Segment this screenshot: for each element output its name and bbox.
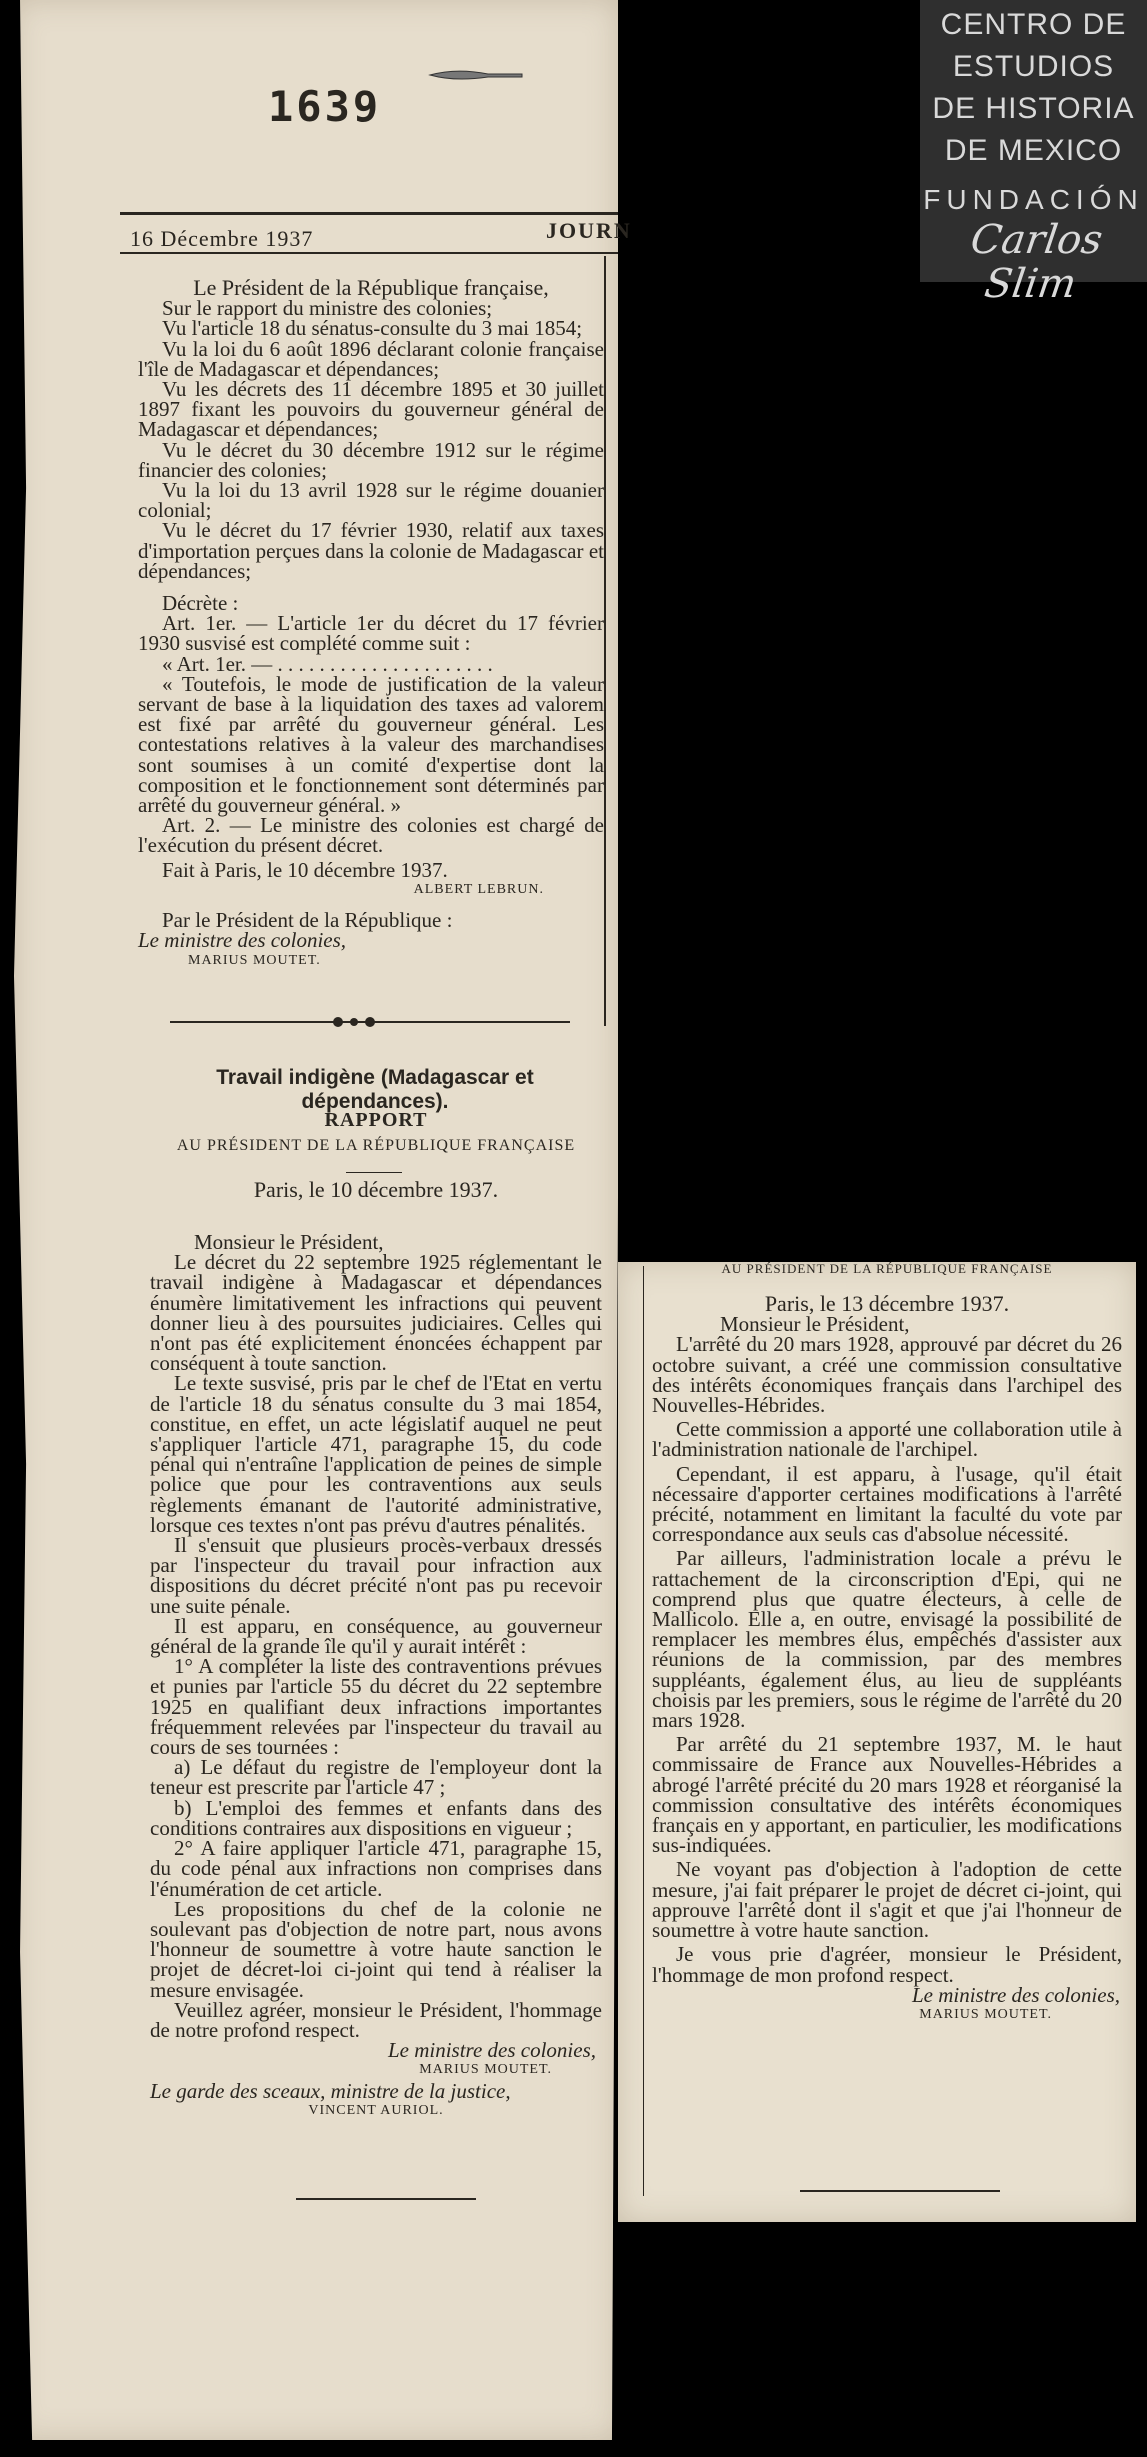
decree-consideration: Vu la loi du 13 avril 1928 sur le régime douanier colonial; <box>138 478 604 523</box>
report2-minister-title: Le ministre des colonies, <box>911 1982 1120 2007</box>
decree-consideration: Vu l'article 18 du sénatus-consulte du 3 mai 1854; <box>162 316 583 341</box>
report1-paragraph: Le décret du 22 septembre 1925 réglementant le travail indigène à Madagascar et dépendances énumère limitativement les infractions qui peuvent donner lieu à des poursuites judiciaires. Celles qui n'ont pas été explicitement énoncées échappent par conséquent à toute sanction. <box>150 1250 602 1376</box>
decree-consideration: Sur le rapport du ministre des colonies; <box>162 296 493 321</box>
report1-paragraph: a) Le défaut du registre de l'employeur dont la teneur est prescrite par l'article 47 ; <box>150 1755 602 1800</box>
stamp-line-3: DE HISTORIA <box>932 92 1135 125</box>
decree-body <box>138 275 604 971</box>
archive-stamp <box>920 0 1147 307</box>
report1-salutation: Monsieur le Président, <box>194 1230 384 1254</box>
decree-art1: Art. 1er. — L'article 1er du décret du 17 février 1930 susvisé est complété comme suit : <box>138 611 604 656</box>
report2-body <box>652 1262 1122 2025</box>
report1-end-rule <box>296 2198 476 2200</box>
report2-paragraph: Par ailleurs, l'administration locale a prévu le rattachement de la circonscription d'Epi, qui ne comprend plus que quatre électeurs, à celle de Mallicolo. Elle a, en outre, envisagé la possibilité de remplacer les membres élus, empêchés d'assister aux réunions de la commission, par des membres suppléants, également élus, au lieu de suppléants choisis par les premiers, sous le régime de l'arrêté du 20 mars 1928. <box>652 1546 1122 1733</box>
header-date: 16 Décembre 1937 <box>130 226 314 251</box>
decree-consideration: Vu la loi du 6 août 1896 déclarant colonie française l'île de Madagascar et dépendances; <box>138 336 604 381</box>
decree-consideration: Vu le décret du 30 décembre 1912 sur le régime financier des colonies; <box>138 437 604 482</box>
report2-paragraph: Par arrêté du 21 septembre 1937, M. le haut commissaire de France aux Nouvelles-Hébrides a abrogé l'arrêté précité du 20 mars 1928 et réorganisé la commission consultative des intérêts économiques français en y apportant, en particulier, les modifications sus-indiquées. <box>652 1732 1122 1858</box>
report1-paragraph: 2° A faire appliquer l'article 471, paragraphe 15, du code pénal aux infractions non comprises dans l'énumération de cet article. <box>150 1836 602 1901</box>
report1-paragraph: Il est apparu, en conséquence, au gouverneur général de la grande île qu'il y aurait intérêt : <box>150 1613 602 1659</box>
decree-decrete: Décrète : <box>162 591 239 616</box>
report1-body <box>150 1110 602 1201</box>
report2-paragraph: Ne voyant pas d'objection à l'adoption de cette mesure, j'ai fait préparer le projet de décret ci-joint, qui approuve l'arrêté dont il s'agit et que j'ai l'honneur de soumettre à votre haute sanction. <box>652 1857 1122 1943</box>
report2-paragraph: Cette commission a apporté une collaboration utile à l'administration nationale de l'archipel. <box>652 1417 1122 1462</box>
report1-heading: RAPPORT <box>324 1109 428 1131</box>
stamp-line-2: ESTUDIOS <box>952 50 1115 83</box>
ornament-divider <box>170 1016 570 1028</box>
decree-art1-sub: « Art. 1er. — . . . . . . . . . . . . . . . . . . . . . <box>162 651 493 676</box>
report1-paragraph: Veuillez agréer, monsieur le Président, l'hommage de notre profond respect. <box>150 1997 602 2042</box>
report1-paragraph: b) L'emploi des femmes et enfants dans des conditions contraires aux dispositions en vigueur ; <box>150 1795 602 1840</box>
report1-paragraph: Le texte susvisé, pris par le chef de l'Etat en vertu de l'article 18 du sénatus consulte du 3 mai 1854, constitue, en effet, un acte législatif auquel ne peut s'appliquer l'article 471, paragraphe 15, du code pénal qui n'entraîne l'application de peines de simple police que pour les contraventions aux seuls règlements émanant de l'autorité administrative, lorsque ces textes n'ont pas prévu d'autres pénalités. <box>150 1371 602 1537</box>
decree-consideration: Vu les décrets des 11 décembre 1895 et 30 juillet 1897 fixant les pouvoirs du gouverneur général de Madagascar et dépendances; <box>138 377 604 442</box>
report1-minister-title: Le ministre des colonies, <box>387 2038 596 2063</box>
page-number: 1639 <box>268 82 382 131</box>
report2-paragraph: Cependant, il est apparu, à l'usage, qu'il était nécessaire d'apporter certaines modifications à l'arrêté précité, notamment en limitant la faculté du vote par correspondance aux seuls cas d'absolue nécessité. <box>652 1461 1122 1547</box>
stamp-line-4: DE MEXICO <box>944 134 1123 167</box>
header-rule-bottom <box>120 252 618 254</box>
section-title: Travail indigène (Madagascar et dépendances). <box>216 1066 534 1113</box>
report1-paragraph: Il s'ensuit que plusieurs procès-verbaux dressés par l'inspecteur du travail pour infraction aux dispositions du décret précité n'ont pas pu recevoir une suite pénale. <box>150 1533 602 1618</box>
report1-justice-name: VINCENT AURIOL. <box>308 2102 444 2118</box>
report1-text <box>150 1232 602 2121</box>
report2-paragraph: L'arrêté du 20 mars 1928, approuvé par décret du 26 octobre suivant, a créé une commission consultative des intérêts économiques français dans l'archipel des Nouvelles-Hébrides. <box>652 1332 1122 1418</box>
decree-minister-name: MARIUS MOUTET. <box>188 952 321 968</box>
header-journal: JOURN <box>546 218 632 243</box>
decree-signatory: ALBERT LEBRUN. <box>413 881 544 897</box>
report2-paragraph: Je vous prie d'agréer, monsieur le Président, l'hommage de mon profond respect. <box>652 1942 1122 1987</box>
decree-opening: Le Président de la République française, <box>193 275 549 300</box>
report1-dateline: Paris, le 10 décembre 1937. <box>253 1177 499 1203</box>
column-rule-right <box>643 1266 644 2196</box>
decree-art2: Art. 2. — Le ministre des colonies est chargé de l'exécution du présent décret. <box>138 813 604 858</box>
decree-by-president: Par le Président de la République : <box>162 908 453 933</box>
stamp-signature: Carlos Slim <box>967 217 1106 307</box>
report2-end-rule <box>800 2190 1000 2192</box>
report1-minister-name: MARIUS MOUTET. <box>419 2062 552 2078</box>
pin-icon <box>428 68 524 82</box>
decree-done: Fait à Paris, le 10 décembre 1937. <box>162 857 448 882</box>
decree-minister-title: Le ministre des colonies, <box>138 928 347 953</box>
report1-heading-rule <box>346 1172 402 1173</box>
report2-heading-fragment: AU PRÉSIDENT DE LA RÉPUBLIQUE FRANÇAISE <box>721 1261 1053 1276</box>
stamp-line-1: CENTRO DE <box>940 8 1127 41</box>
report2-minister-name: MARIUS MOUTET. <box>919 2006 1052 2022</box>
header-rule-top <box>120 212 618 215</box>
report2-salutation: Monsieur le Président, <box>720 1312 910 1337</box>
report1-paragraph: Les propositions du chef de la colonie ne soulevant pas d'objection de notre part, nous avons l'honneur de soumettre à votre haute sanction le projet de décret-loi ci-joint qui tend à réaliser la mesure envisagée. <box>150 1896 602 2002</box>
decree-consideration: Vu le décret du 17 février 1930, relatif aux taxes d'importation perçues dans la colonie de Madagascar et dépendances; <box>138 518 604 583</box>
report1-paragraph: 1° A compléter la liste des contraventions prévues et punies par l'article 55 du décret du 22 septembre 1925 en qualifiant deux infractions importantes fréquemment relevées par l'inspecteur du travail au cours de ses tournées : <box>150 1654 602 1760</box>
report1-justice-title: Le garde des sceaux, ministre de la justice, <box>150 2078 511 2103</box>
report1-subheading: AU PRÉSIDENT DE LA RÉPUBLIQUE FRANÇAISE <box>176 1137 576 1155</box>
stamp-fundacion: FUNDACIÓN <box>923 184 1144 215</box>
decree-art1-text: « Toutefois, le mode de justification de la valeur servant de base à la liquidation des taxes ad valorem est fixé par arrêté du gouverneur général. Les contestations relatives à la valeur des marchandises sont soumises à un comité d'expertise dont la composition et le fonctionnement sont déterminés par arrêté du gouverneur général. » <box>138 671 604 818</box>
report2-dateline: Paris, le 13 décembre 1937. <box>764 1291 1010 1316</box>
column-rule <box>604 256 606 1026</box>
